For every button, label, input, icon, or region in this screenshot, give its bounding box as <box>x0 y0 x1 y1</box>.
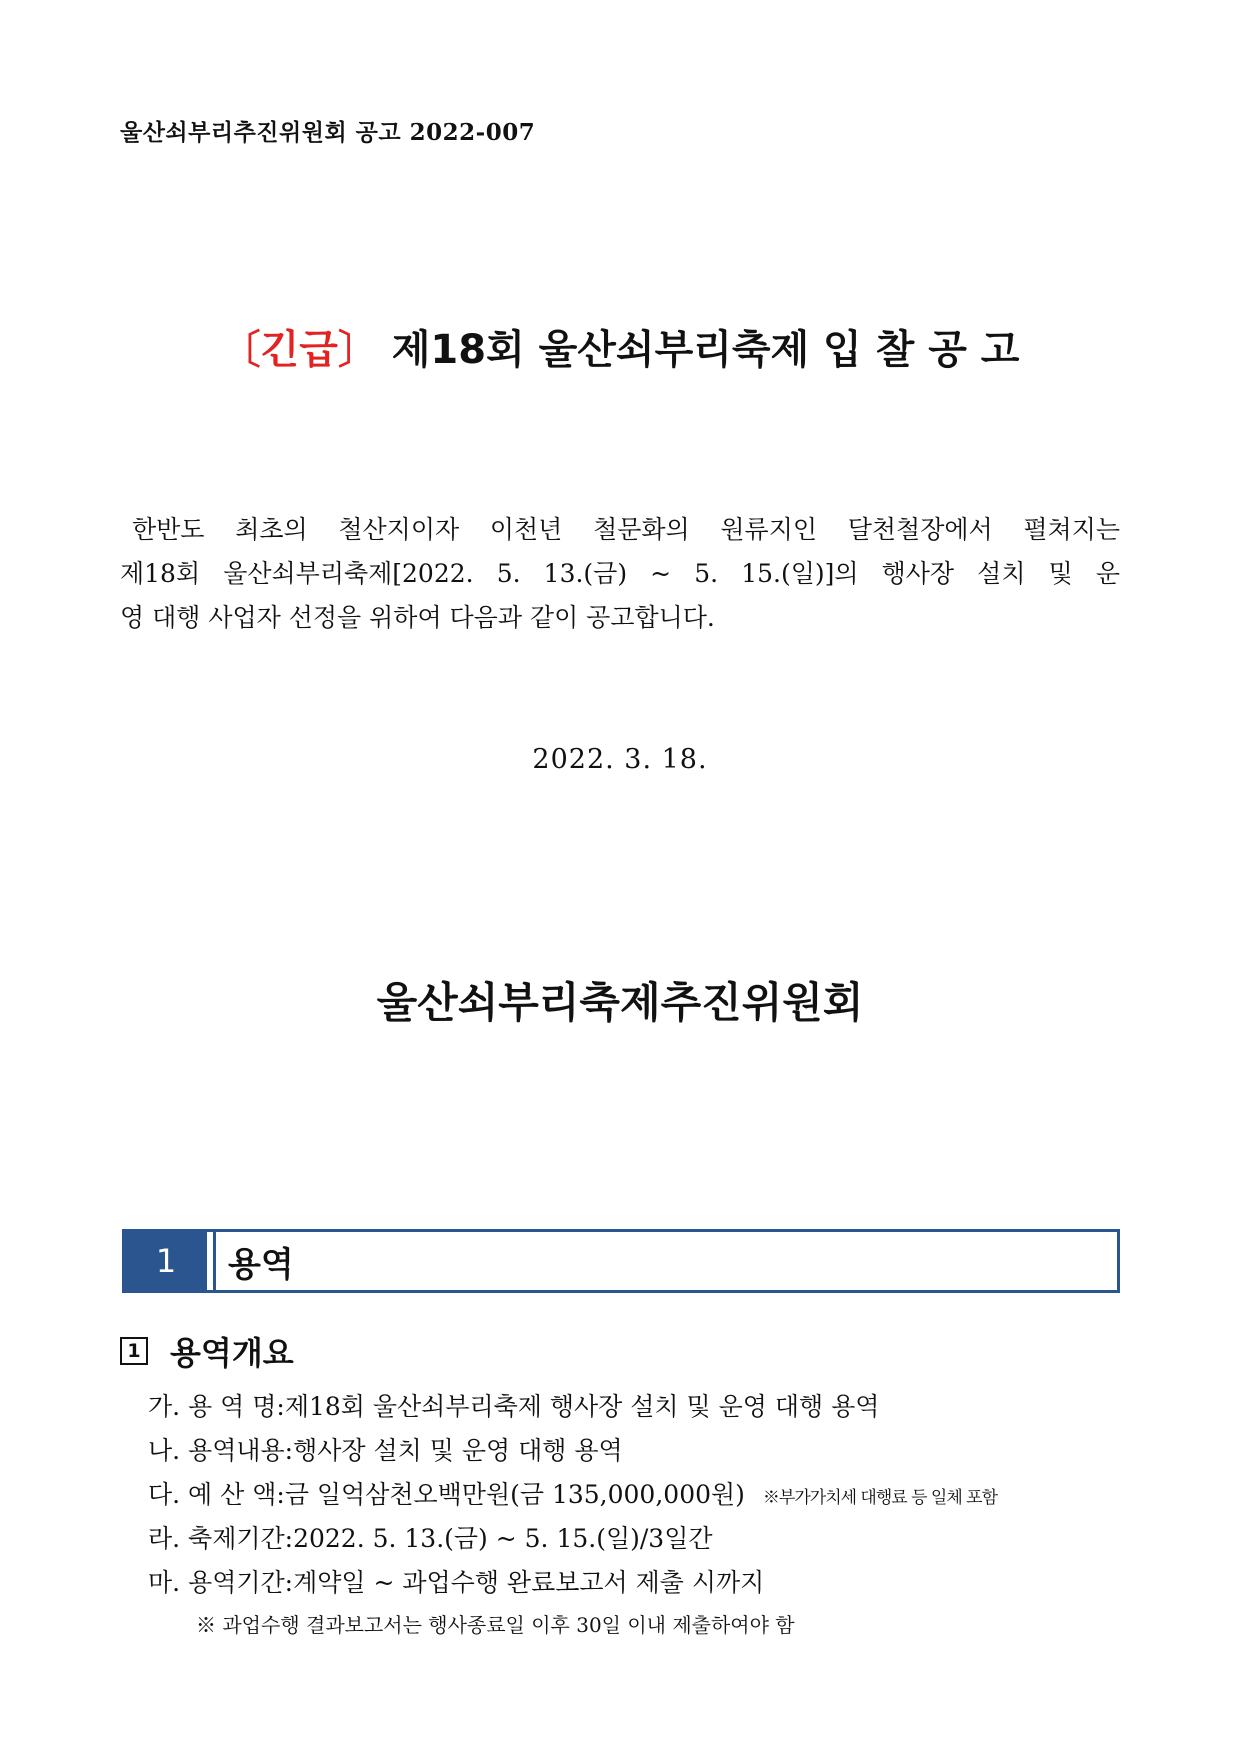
intro-line-3: 영 대행 사업자 선정을 위하여 다음과 같이 공고합니다. <box>120 603 715 632</box>
overview-item-service-period <box>148 1561 1128 1605</box>
page-title <box>0 318 1240 375</box>
intro-line-2: 제18회 울산쇠부리축제[2022. 5. 13.(금) ~ 5. 15.(일)]의 행사장 설치 및 운 <box>120 559 1120 588</box>
subsection-title: 용역개요 <box>170 1334 294 1372</box>
overview-value: 계약일 ~ 과업수행 완료보고서 제출 시까지 <box>293 1568 765 1597</box>
urgent-label: 〔긴급〕 <box>220 327 378 373</box>
overview-value: 행사장 설치 및 운영 대행 용역 <box>293 1436 623 1465</box>
subsection-number-box: 1 <box>120 1337 148 1365</box>
overview-key: 다. 예 산 액: <box>148 1480 285 1509</box>
overview-item-name <box>148 1385 1128 1429</box>
subsection-heading <box>120 1328 294 1374</box>
section-number: 1 <box>125 1232 207 1290</box>
intro-line-1: 한반도 최초의 철산지이자 이천년 철문화의 원류지인 달천철장에서 펼쳐지는 <box>132 515 1120 544</box>
overview-item-budget <box>148 1473 1128 1517</box>
overview-key: 라. 축제기간: <box>148 1524 294 1553</box>
overview-item-content <box>148 1429 1128 1473</box>
organization-name: 울산쇠부리축제추진위원회 <box>376 978 864 1027</box>
announcement-date: 2022. 3. 18. <box>532 744 708 775</box>
section-title: 용역 <box>228 1244 294 1285</box>
overview-value: 금 일억삼천오백만원(금 135,000,000원) <box>284 1480 745 1509</box>
section-divider <box>207 1232 216 1290</box>
intro-paragraph <box>120 508 1120 640</box>
overview-list <box>148 1385 1128 1645</box>
budget-note: ※부가가치세 대행료 등 일체 포함 <box>762 1488 998 1508</box>
report-footnote: ※ 과업수행 결과보고서는 행사종료일 이후 30일 이내 제출하여야 함 <box>196 1613 795 1637</box>
section-header <box>122 1229 1120 1293</box>
notice-number: 울산쇠부리추진위원회 공고 2022-007 <box>120 119 536 146</box>
overview-key: 나. 용역내용: <box>148 1436 294 1465</box>
overview-value: 2022. 5. 13.(금) ~ 5. 15.(일)/3일간 <box>293 1524 713 1553</box>
overview-key: 마. 용역기간: <box>148 1568 294 1597</box>
overview-value: 제18회 울산쇠부리축제 행사장 설치 및 운영 대행 용역 <box>284 1392 880 1421</box>
overview-key: 가. 용 역 명: <box>148 1392 285 1421</box>
title-main: 제18회 울산쇠부리축제 입 찰 공 고 <box>377 327 1020 373</box>
overview-item-festival-period <box>148 1517 1128 1561</box>
